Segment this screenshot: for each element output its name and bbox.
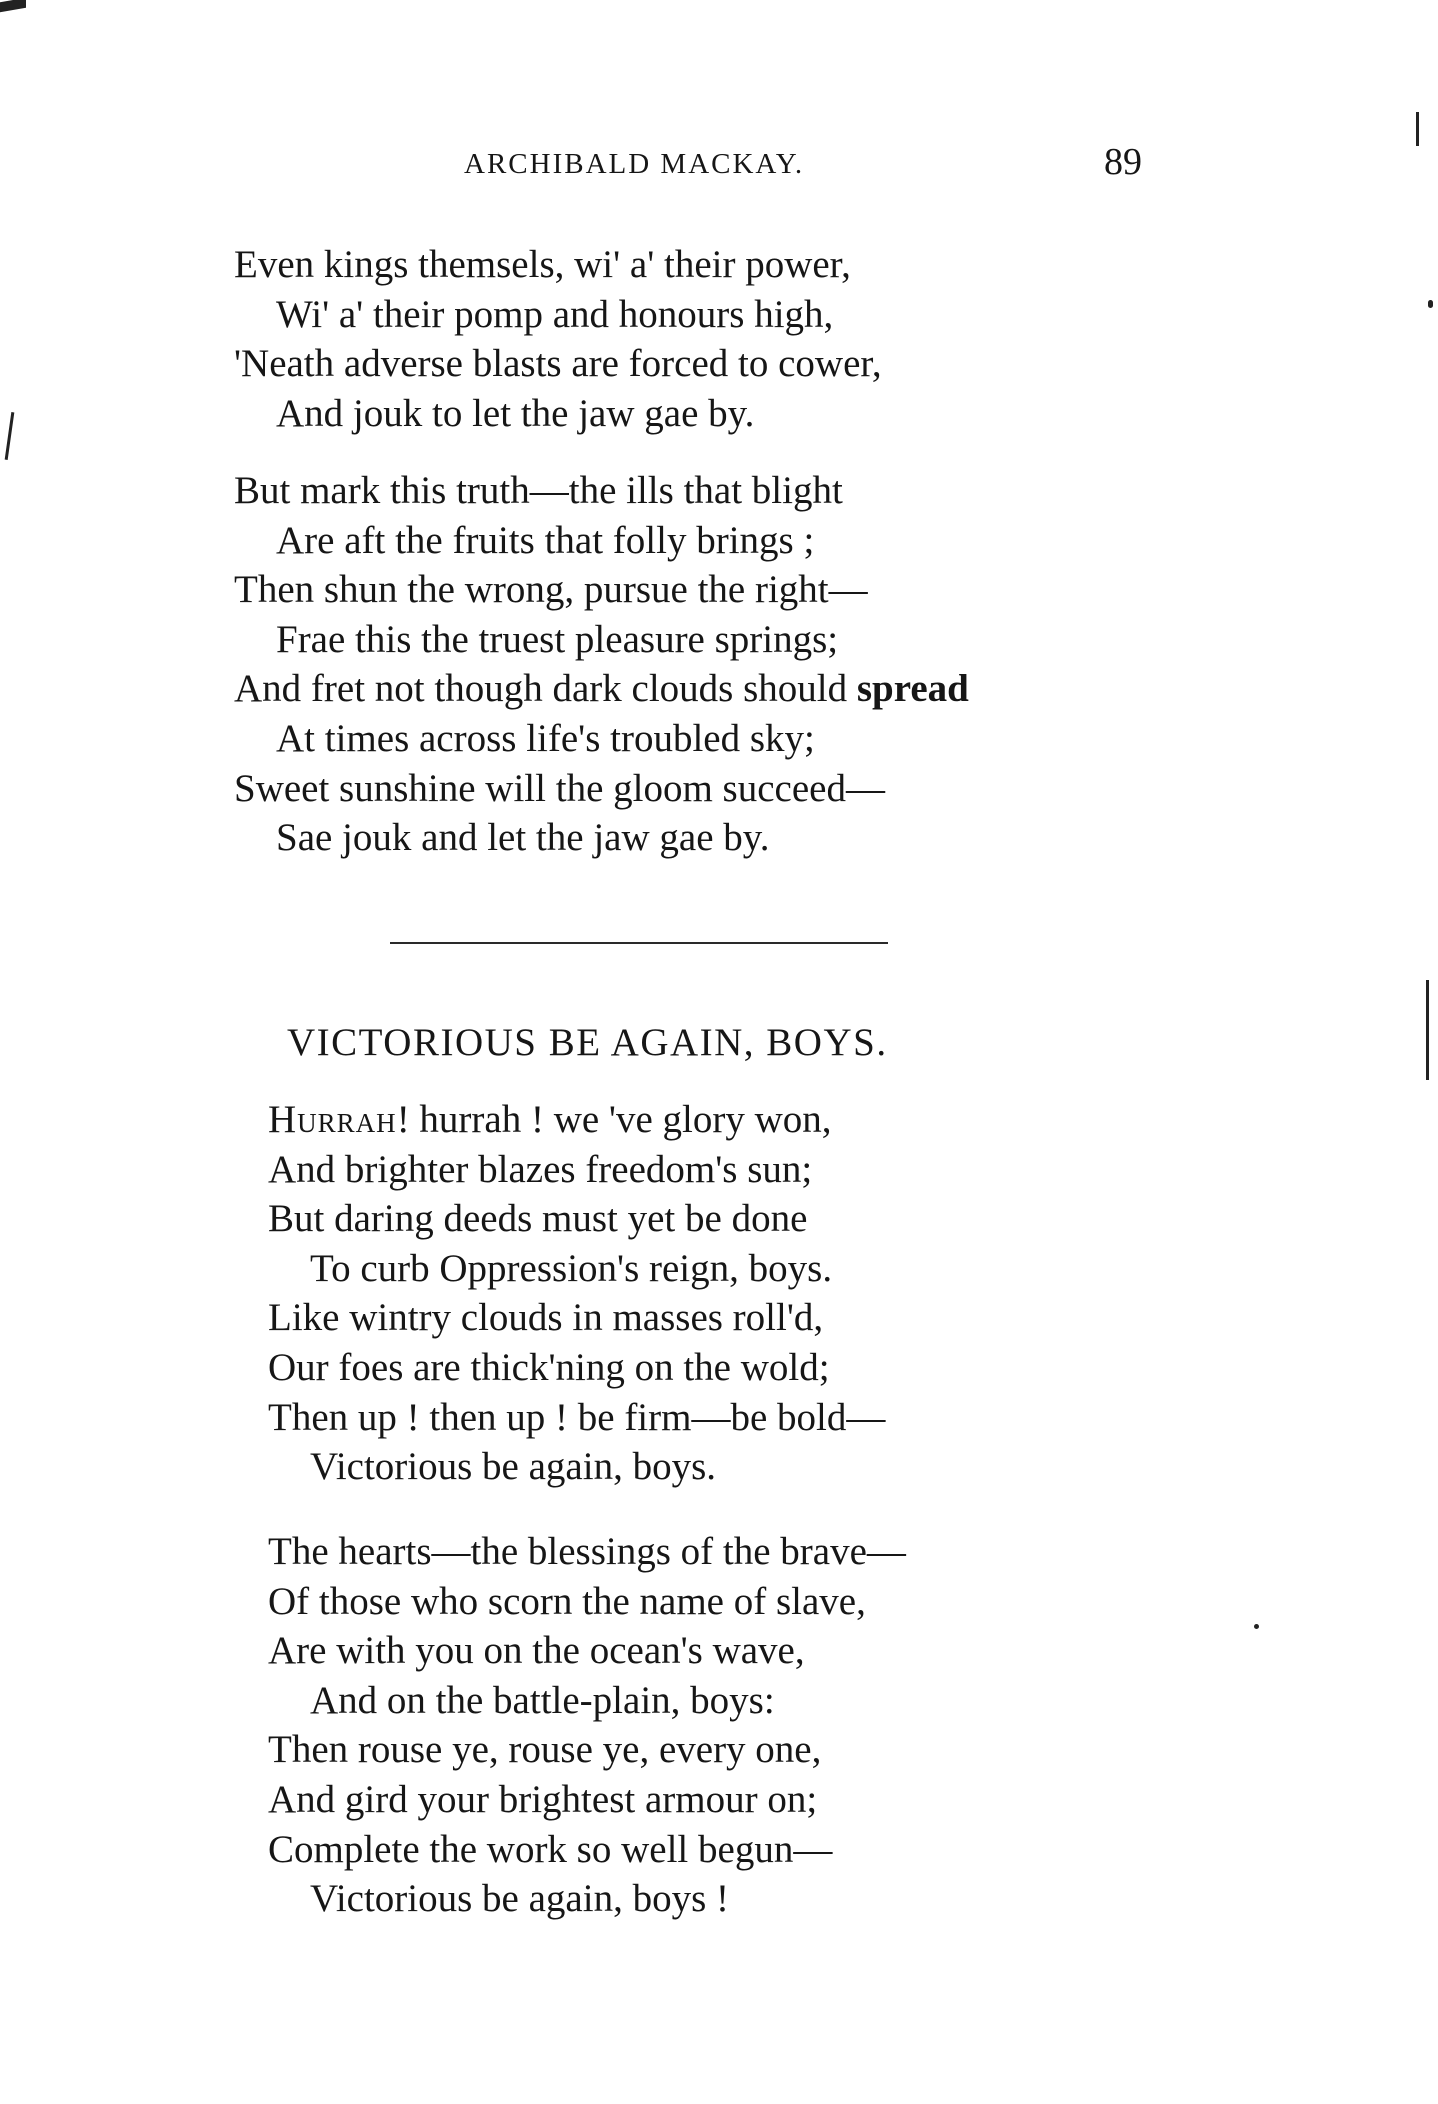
page-number: 89 (1104, 141, 1142, 183)
scan-corner-mark (0, 0, 26, 12)
verse-line: And on the battle-plain, boys: (310, 1678, 775, 1722)
verse-line: At times across life's troubled sky; (276, 716, 815, 760)
drop-word: Hurrah (268, 1098, 397, 1141)
stanza-1 (234, 240, 882, 438)
stanza-3 (268, 1095, 885, 1492)
verse-line: And brighter blazes freedom's sun; (268, 1147, 813, 1191)
verse-line: And jouk to let the jaw gae by. (276, 391, 755, 435)
verse-line: Then rouse ye, rouse ye, every one, (268, 1728, 822, 1772)
scan-margin-mark (1426, 980, 1429, 1080)
scan-margin-mark (1416, 112, 1419, 146)
scan-margin-mark (5, 412, 15, 460)
poem-title: VICTORIOUS BE AGAIN, BOYS. (287, 1021, 888, 1064)
verse-line: Then shun the wrong, pursue the right— (234, 568, 868, 612)
verse-line: Victorious be again, boys. (310, 1445, 716, 1489)
stanza-4 (268, 1527, 906, 1924)
verse-line: The hearts—the blessings of the brave— (268, 1530, 906, 1573)
verse-line: Then up ! then up ! be firm—be bold— (268, 1395, 886, 1439)
verse-line: Even kings themsels, wi' a' their power, (234, 243, 851, 286)
verse-line-text: ! hurrah ! we 've glory won, (396, 1098, 832, 1141)
verse-line: Our foes are thick'ning on the wold; (268, 1345, 830, 1389)
verse-line: 'Neath adverse blasts are forced to cower, (234, 342, 882, 386)
verse-line: Victorious be again, boys ! (310, 1877, 729, 1921)
running-head: ARCHIBALD MACKAY. (464, 148, 805, 180)
verse-line: Frae this the truest pleasure springs; (276, 617, 839, 661)
verse-line: Are with you on the ocean's wave, (268, 1629, 805, 1673)
scan-dot (1254, 1624, 1259, 1629)
verse-line: Sae jouk and let the jaw gae by. (276, 816, 770, 860)
verse-line (234, 664, 969, 714)
verse-line: Of those who scorn the name of slave, (268, 1579, 866, 1623)
verse-line (268, 1095, 885, 1145)
verse-line: Complete the work so well begun— (268, 1827, 833, 1871)
verse-line: But mark this truth—the ills that blight (234, 469, 843, 512)
verse-line: Are aft the fruits that folly brings ; (276, 518, 815, 562)
stanza-2 (234, 466, 969, 863)
verse-line: Like wintry clouds in masses roll'd, (268, 1296, 824, 1340)
verse-line: Sweet sunshine will the gloom succeed— (234, 766, 885, 810)
emphasized-word: spread (856, 667, 969, 711)
verse-line: Wi' a' their pomp and honours high, (276, 292, 834, 336)
verse-line: But daring deeds must yet be done (268, 1197, 808, 1241)
scan-margin-mark (1428, 300, 1433, 308)
section-divider (390, 942, 888, 944)
verse-line: And gird your brightest armour on; (268, 1777, 818, 1821)
verse-line: To curb Oppression's reign, boys. (310, 1246, 833, 1290)
verse-line-text: And fret not though dark clouds should (234, 667, 857, 711)
